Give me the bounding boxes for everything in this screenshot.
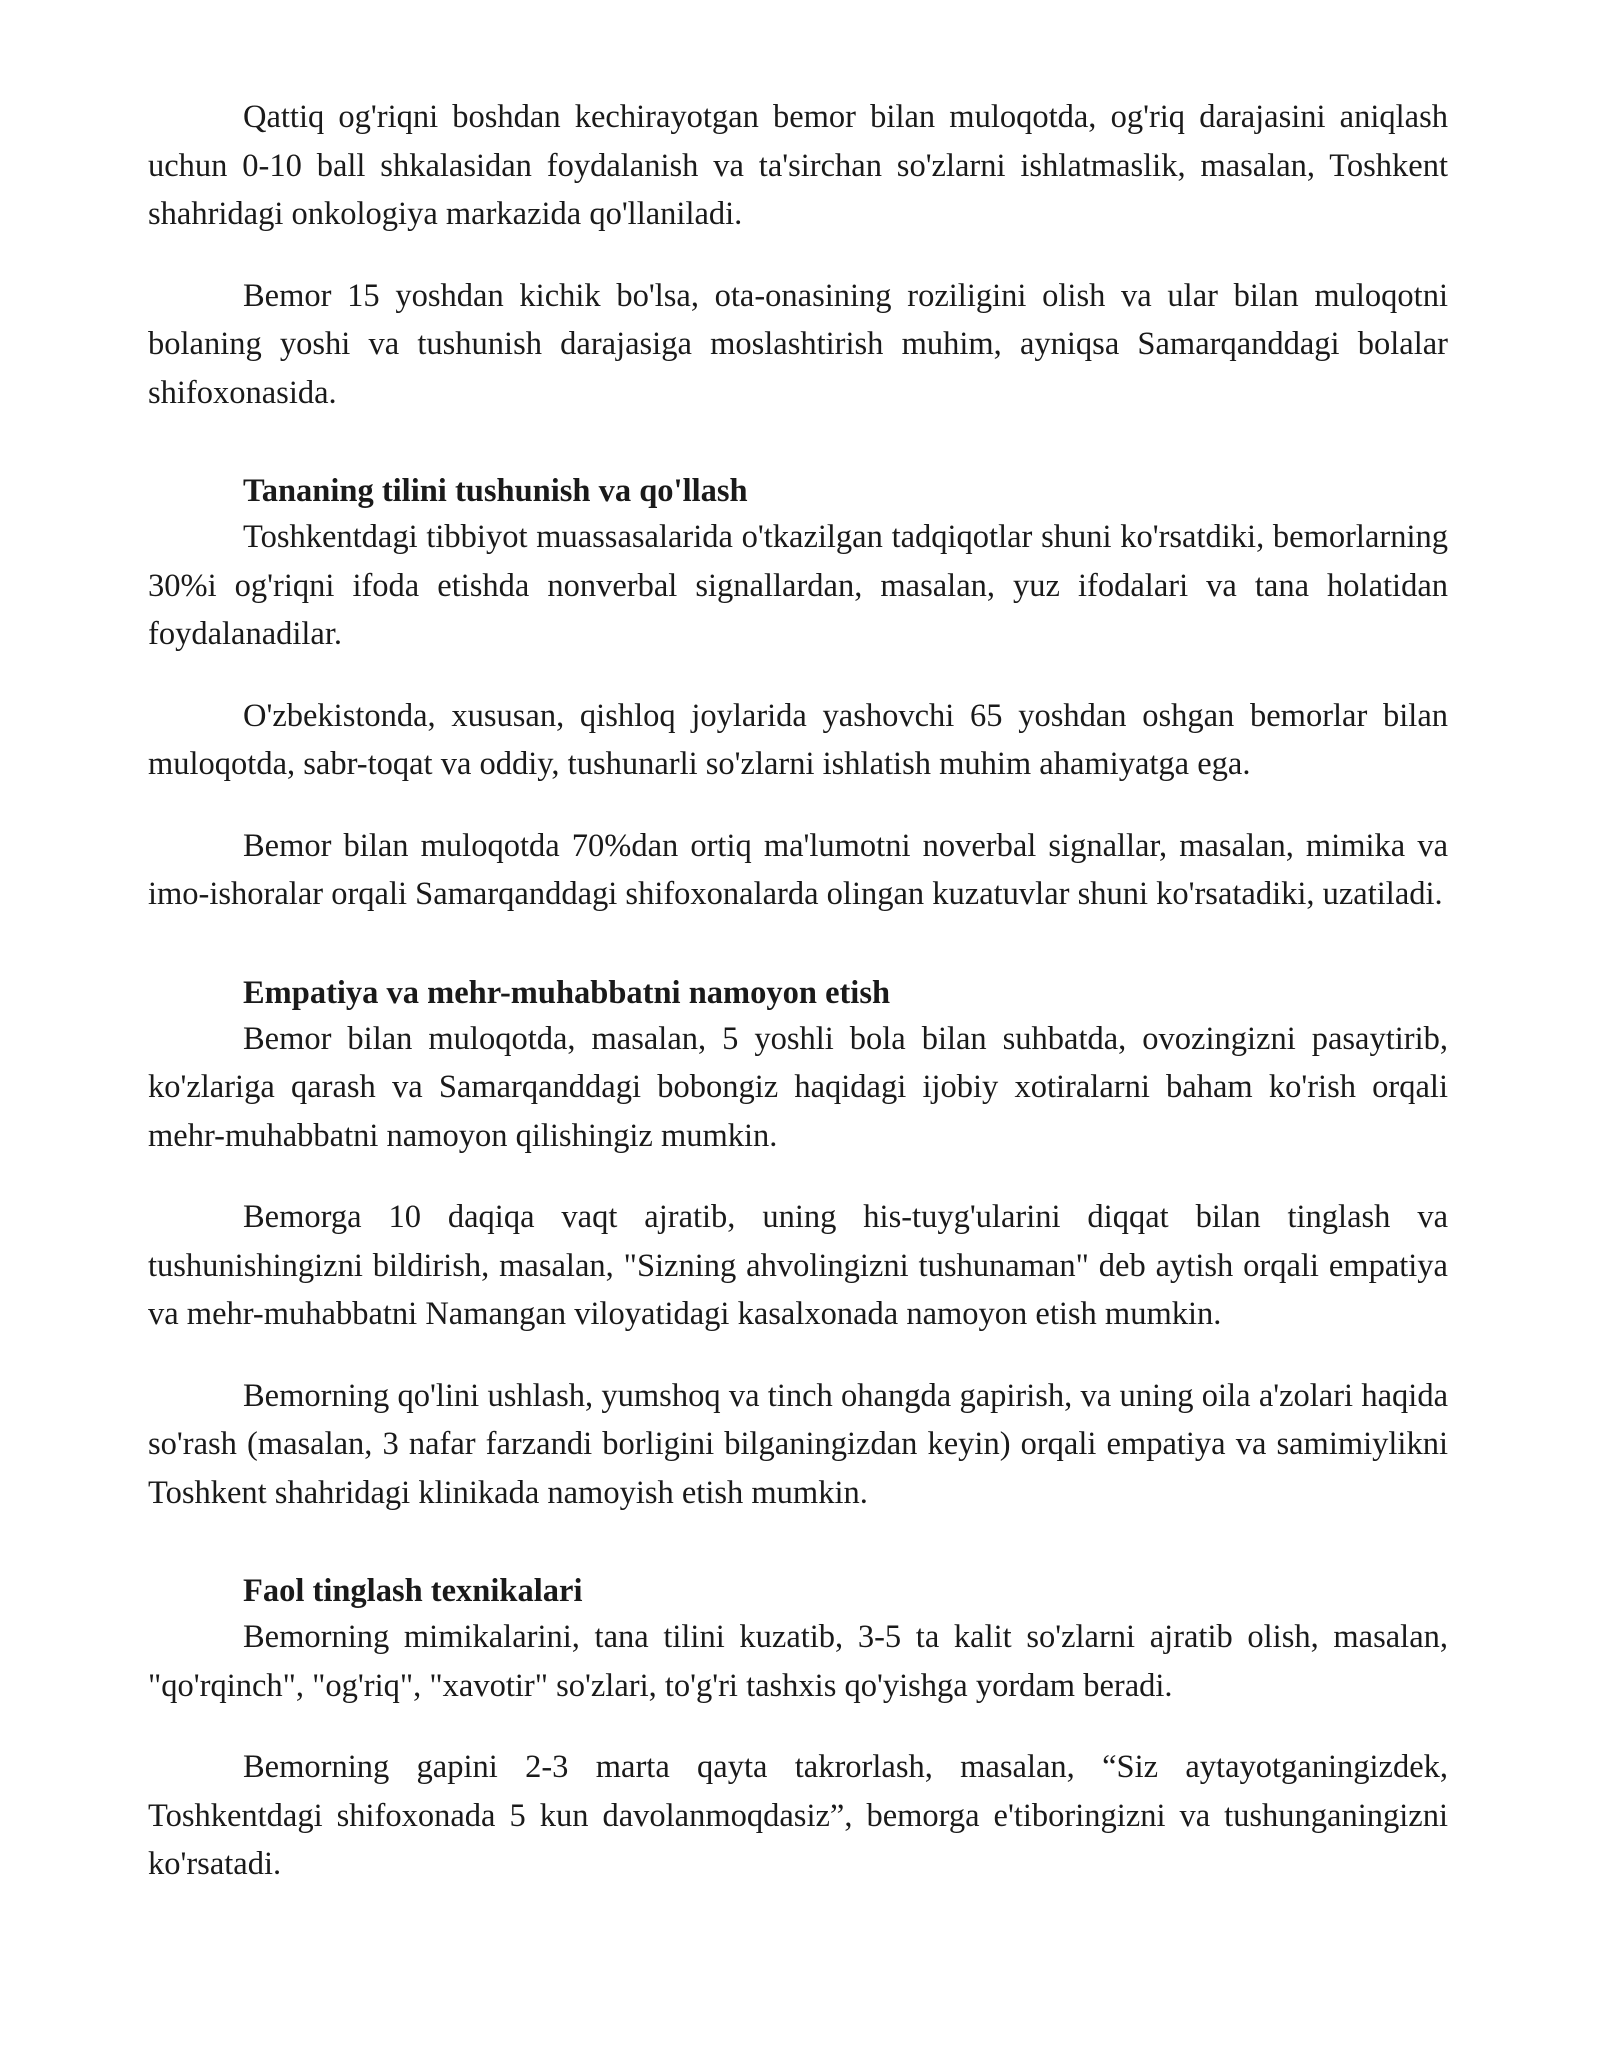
paragraph-keywords: Bemorning mimikalarini, tana tilini kuzatib, 3-5 ta kalit so'zlarni ajratib olish, masalan, "qo'rqinch", "og'riq", "xavotir" so'zlari, to'g'ri tashxis qo'yishga yordam beradi. [148, 1619, 1448, 1704]
heading-active-listening: Faol tinglash texnikalari [243, 1573, 583, 1609]
paragraph-holding-hand: Bemorning qo'lini ushlash, yumshoq va tinch ohangda gapirish, va uning oila a'zolari haqida so'rash (masalan, 3 nafar farzandi borligini bilganingizdan keyin) orqali empatiya va samimiylikni Toshkent shahridagi klinikada namoyish etish mumkin. [148, 1377, 1448, 1511]
paragraph-child-patient: Bemor 15 yoshdan kichik bo'lsa, ota-onasining roziligini olish va ular bilan muloqotni bolaning yoshi va tushunish darajasiga moslashtirish muhim, ayniqsa Samarqanddagi bolalar shifoxonasida. [148, 277, 1448, 411]
paragraph-child-conversation: Bemor bilan muloqotda, masalan, 5 yoshli bola bilan suhbatda, ovozingizni pasaytirib, ko'zlariga qarash va Samarqanddagi bobongiz haqidagi ijobiy xotiralarni baham ko'rish orqali mehr-muhabbatni namoyon qilishingiz mumkin. [148, 1020, 1448, 1154]
paragraph-repeating: Bemorning gapini 2-3 marta qayta takrorlash, masalan, “Siz aytayotganingizdek, Toshkentdagi shifoxonada 5 kun davolanmoqdasiz”, bemorga e'tiboringizni va tushunganingizni ko'rsatadi. [148, 1749, 1448, 1882]
paragraph-nonverbal-signals: Bemor bilan muloqotda 70%dan ortiq ma'lumotni noverbal signallar, masalan, mimika va imo-ishoralar orqali Samarqanddagi shifoxonalarda olingan kuzatuvlar shuni ko'rsatadiki, uzatiladi. [148, 827, 1448, 912]
paragraph-pain-scale: Qattiq og'riqni boshdan kechirayotgan bemor bilan muloqotda, og'riq darajasini aniqlash uchun 0-10 ball shkalasidan foydalanish va ta'sirchan so'zlarni ishlatmaslik, masalan, Toshkent shahridagi onkologiya markazida qo'llaniladi. [148, 99, 1448, 232]
paragraph-elderly-patients: O'zbekistonda, xususan, qishloq joylarida yashovchi 65 yoshdan oshgan bemorlar bilan muloqotda, sabr-toqat va oddiy, tushunarli so'zlarni ishlatish muhim ahamiyatga ega. [148, 697, 1448, 782]
paragraph-listening-time: Bemorga 10 daqiqa vaqt ajratib, uning his-tuyg'ularini diqqat bilan tinglash va tushunishingizni bildirish, masalan, "Sizning ahvolingizni tushunaman" deb aytish orqali empatiya va mehr-muhabbatni Namangan viloyatidagi kasalxonada namoyon etish mumkin. [148, 1199, 1448, 1332]
paragraph-nonverbal-research: Toshkentdagi tibbiyot muassasalarida o'tkazilgan tadqiqotlar shuni ko'rsatdiki, bemorlarning 30%i og'riqni ifoda etishda nonverbal signallardan, masalan, yuz ifodalari va tana holatidan foydalanadilar. [148, 519, 1448, 652]
heading-body-language: Tananing tilini tushunish va qo'llash [243, 473, 748, 509]
heading-empathy: Empatiya va mehr-muhabbatni namoyon etish [243, 974, 891, 1011]
